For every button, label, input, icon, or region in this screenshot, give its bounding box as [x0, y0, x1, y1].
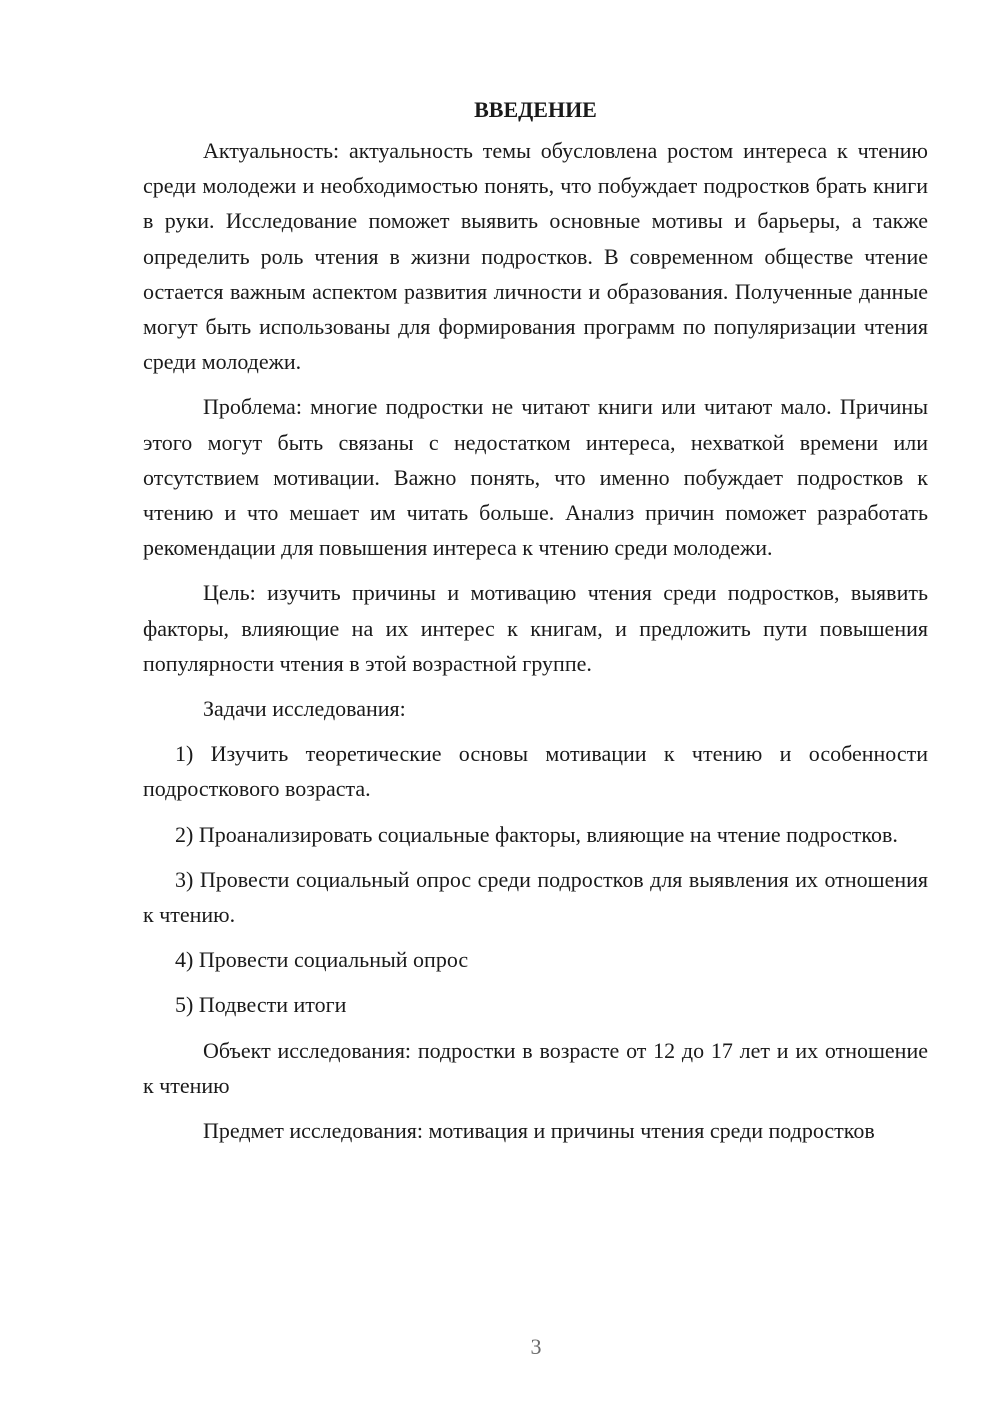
task-item: 4) Провести социальный опрос — [175, 947, 469, 973]
goal-paragraph: Цель: изучить причины и мотивацию чтения среди подростков, выявить факторы, влияющие на их интерес к книгам, и предложить пути повышения популярности чтения в этой возрастной группе. — [143, 580, 928, 676]
problem-paragraph: Проблема: многие подростки не читают книги или читают мало. Причины этого могут быть связаны с недостатком интереса, нехваткой времени или отсутствием мотивации. Важно понять, что именно побуждает подростков к чтению и что мешает им читать больше. Анализ причин поможет разработать рекомендации для повышения интереса к чтению среди молодежи. — [143, 394, 928, 561]
page-number: 3 — [530, 1334, 542, 1359]
page-title: ВВЕДЕНИЕ — [474, 97, 597, 122]
task-item: 1) Изучить теоретические основы мотивации к чтению и особенности подросткового возраста. — [143, 741, 928, 802]
task-item: 5) Подвести итоги — [175, 992, 347, 1018]
task-item: 2) Проанализировать социальные факторы, влияющие на чтение подростков. — [175, 821, 898, 847]
page-content — [143, 95, 928, 1158]
subject-paragraph: Предмет исследования: мотивация и причины чтения среди подростков — [203, 1118, 875, 1144]
object-paragraph: Объект исследования: подростки в возрасте от 12 до 17 лет и их отношение к чтению — [143, 1037, 928, 1098]
task-item: 3) Провести социальный опрос среди подростков для выявления их отношения к чтению. — [143, 866, 928, 928]
relevance-paragraph: Актуальность: актуальность темы обусловлена ростом интереса к чтению среди молодежи и необходимостью понять, что побуждает подростков брать книги в руки. Исследование поможет выявить основные мотивы и барьеры, а также определить роль чтения в жизни подростков. В современном обществе чтение остается важным аспектом развития личности и образования. Полученные данные могут быть использованы для формирования программ по популяризации чтения среди молодежи. — [143, 138, 928, 375]
tasks-heading: Задачи исследования: — [203, 696, 406, 722]
